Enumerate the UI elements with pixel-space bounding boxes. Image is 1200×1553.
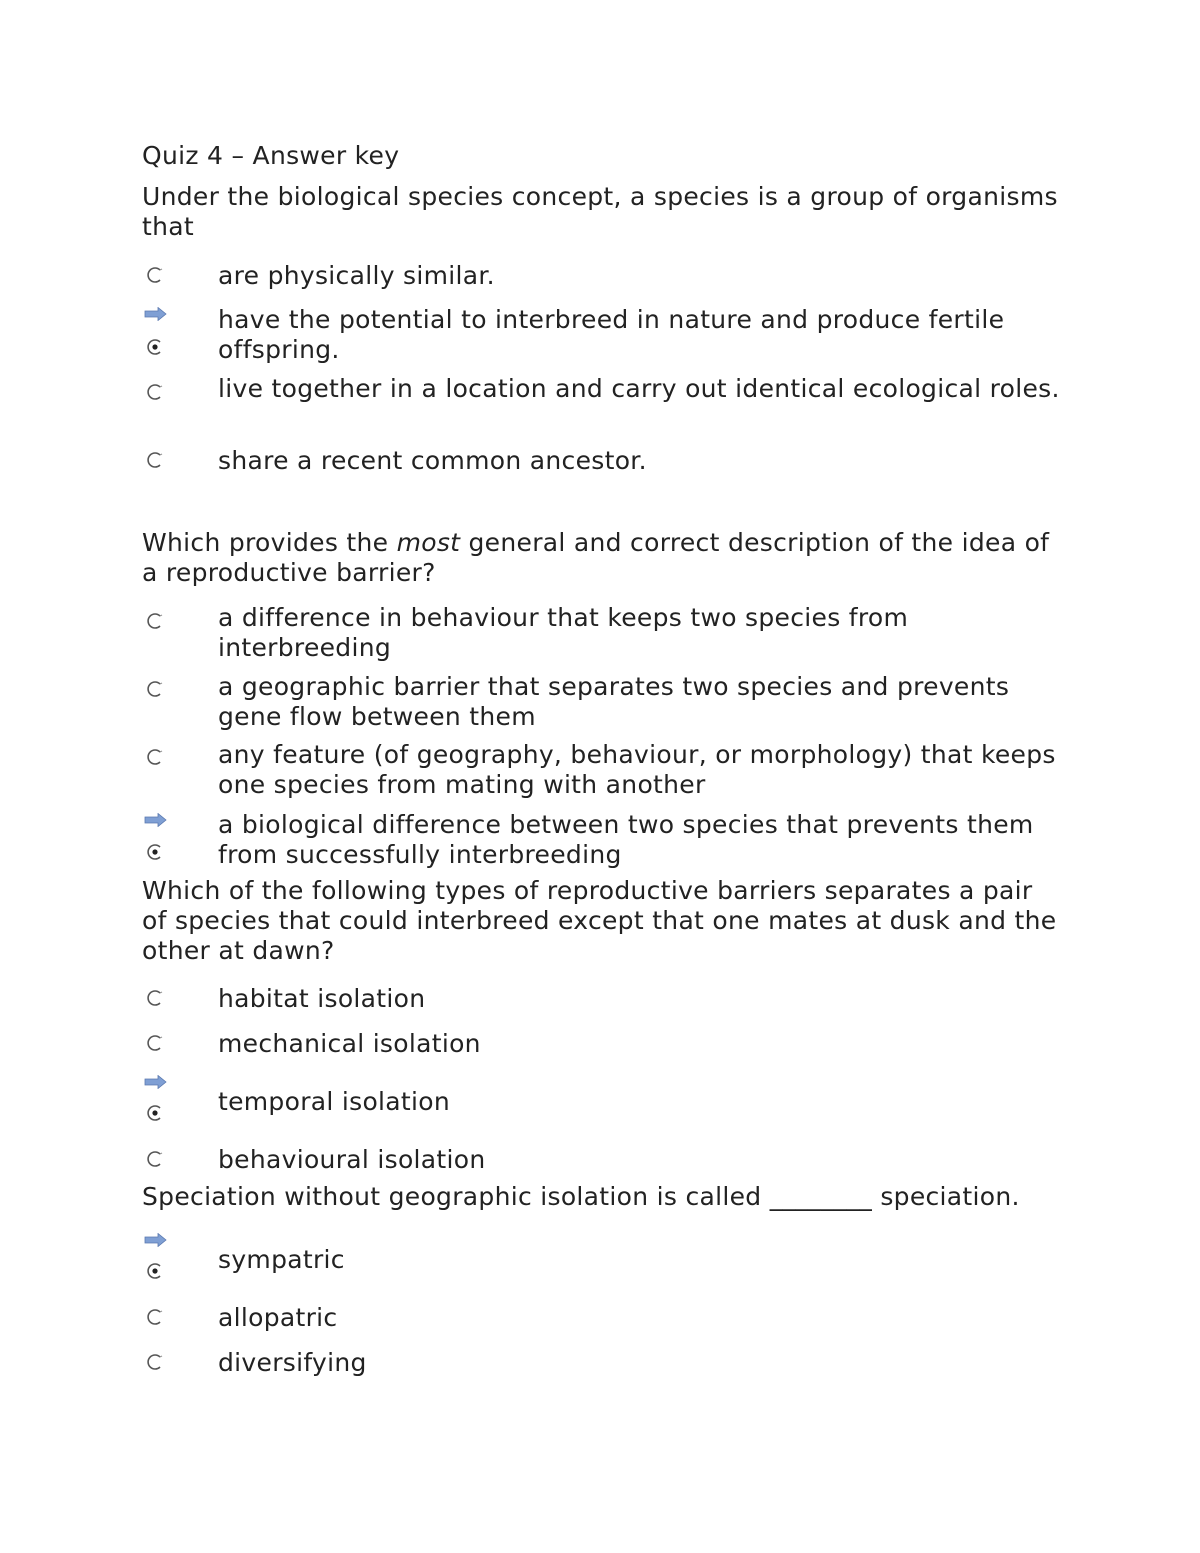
question-2-option-3[interactable] bbox=[142, 740, 1062, 800]
option-label: live together in a location and carry out identical ecological roles. bbox=[218, 374, 1060, 403]
radio-icon[interactable] bbox=[146, 1308, 164, 1326]
option-label: any feature (of geography, behaviour, or morphology) that keeps one species from mating with another bbox=[218, 740, 1056, 799]
question-3-text: Which of the following types of reproductive barriers separates a pair of species that could interbreed except that one mates at dusk and the other at dawn? bbox=[142, 876, 1057, 965]
question-1-option-4[interactable] bbox=[142, 443, 1062, 503]
radio-icon[interactable] bbox=[146, 989, 164, 1007]
radio-icon[interactable] bbox=[146, 451, 164, 469]
question-2-text-start: Which provides the bbox=[142, 528, 397, 557]
radio-icon[interactable] bbox=[146, 266, 164, 284]
radio-icon[interactable] bbox=[146, 1150, 164, 1168]
option-label: habitat isolation bbox=[218, 984, 426, 1013]
arrow-right-icon bbox=[144, 1233, 168, 1247]
question-2-option-1[interactable] bbox=[142, 603, 1062, 663]
question-2-option-2[interactable] bbox=[142, 672, 1062, 732]
radio-icon[interactable] bbox=[146, 383, 164, 401]
radio-icon[interactable] bbox=[146, 1034, 164, 1052]
question-3-option-3[interactable] bbox=[142, 1073, 1062, 1133]
question-4-option-1[interactable] bbox=[142, 1231, 1062, 1291]
question-4-text: Speciation without geographic isolation is called ________ speciation. bbox=[142, 1182, 1020, 1211]
option-label: diversifying bbox=[218, 1348, 367, 1377]
option-label: mechanical isolation bbox=[218, 1029, 481, 1058]
question-1-option-2[interactable] bbox=[142, 305, 1062, 365]
radio-selected-icon[interactable] bbox=[146, 843, 164, 861]
option-label: are physically similar. bbox=[218, 261, 495, 290]
question-4-option-3[interactable] bbox=[142, 1345, 1062, 1405]
arrow-right-icon bbox=[144, 1075, 168, 1089]
question-2-emphasis: most bbox=[396, 528, 461, 557]
option-label: a biological difference between two species that prevents them from successfully interbreeding bbox=[218, 810, 1034, 869]
radio-selected-icon[interactable] bbox=[146, 1104, 164, 1122]
question-2-text-end: general and correct description of the idea of a reproductive barrier? bbox=[142, 528, 1050, 587]
radio-icon[interactable] bbox=[146, 1353, 164, 1371]
option-label: temporal isolation bbox=[218, 1087, 451, 1116]
radio-selected-icon[interactable] bbox=[146, 1262, 164, 1280]
arrow-right-icon bbox=[144, 307, 168, 321]
option-label: share a recent common ancestor. bbox=[218, 446, 647, 475]
option-label: have the potential to interbreed in nature and produce fertile offspring. bbox=[218, 305, 1005, 364]
option-label: a difference in behaviour that keeps two species from interbreeding bbox=[218, 603, 909, 662]
question-2-option-4[interactable] bbox=[142, 810, 1062, 870]
arrow-right-icon bbox=[144, 813, 168, 827]
quiz-title: Quiz 4 – Answer key bbox=[142, 141, 400, 170]
option-label: a geographic barrier that separates two species and prevents gene flow between them bbox=[218, 672, 1010, 731]
option-label: allopatric bbox=[218, 1303, 338, 1332]
question-1-option-3[interactable] bbox=[142, 374, 1062, 434]
question-2-text bbox=[142, 528, 1062, 588]
option-label: sympatric bbox=[218, 1245, 345, 1274]
radio-icon[interactable] bbox=[146, 748, 164, 766]
radio-selected-icon[interactable] bbox=[146, 338, 164, 356]
question-1-text: Under the biological species concept, a species is a group of organisms that bbox=[142, 182, 1058, 241]
radio-icon[interactable] bbox=[146, 612, 164, 630]
option-label: behavioural isolation bbox=[218, 1145, 486, 1174]
radio-icon[interactable] bbox=[146, 680, 164, 698]
